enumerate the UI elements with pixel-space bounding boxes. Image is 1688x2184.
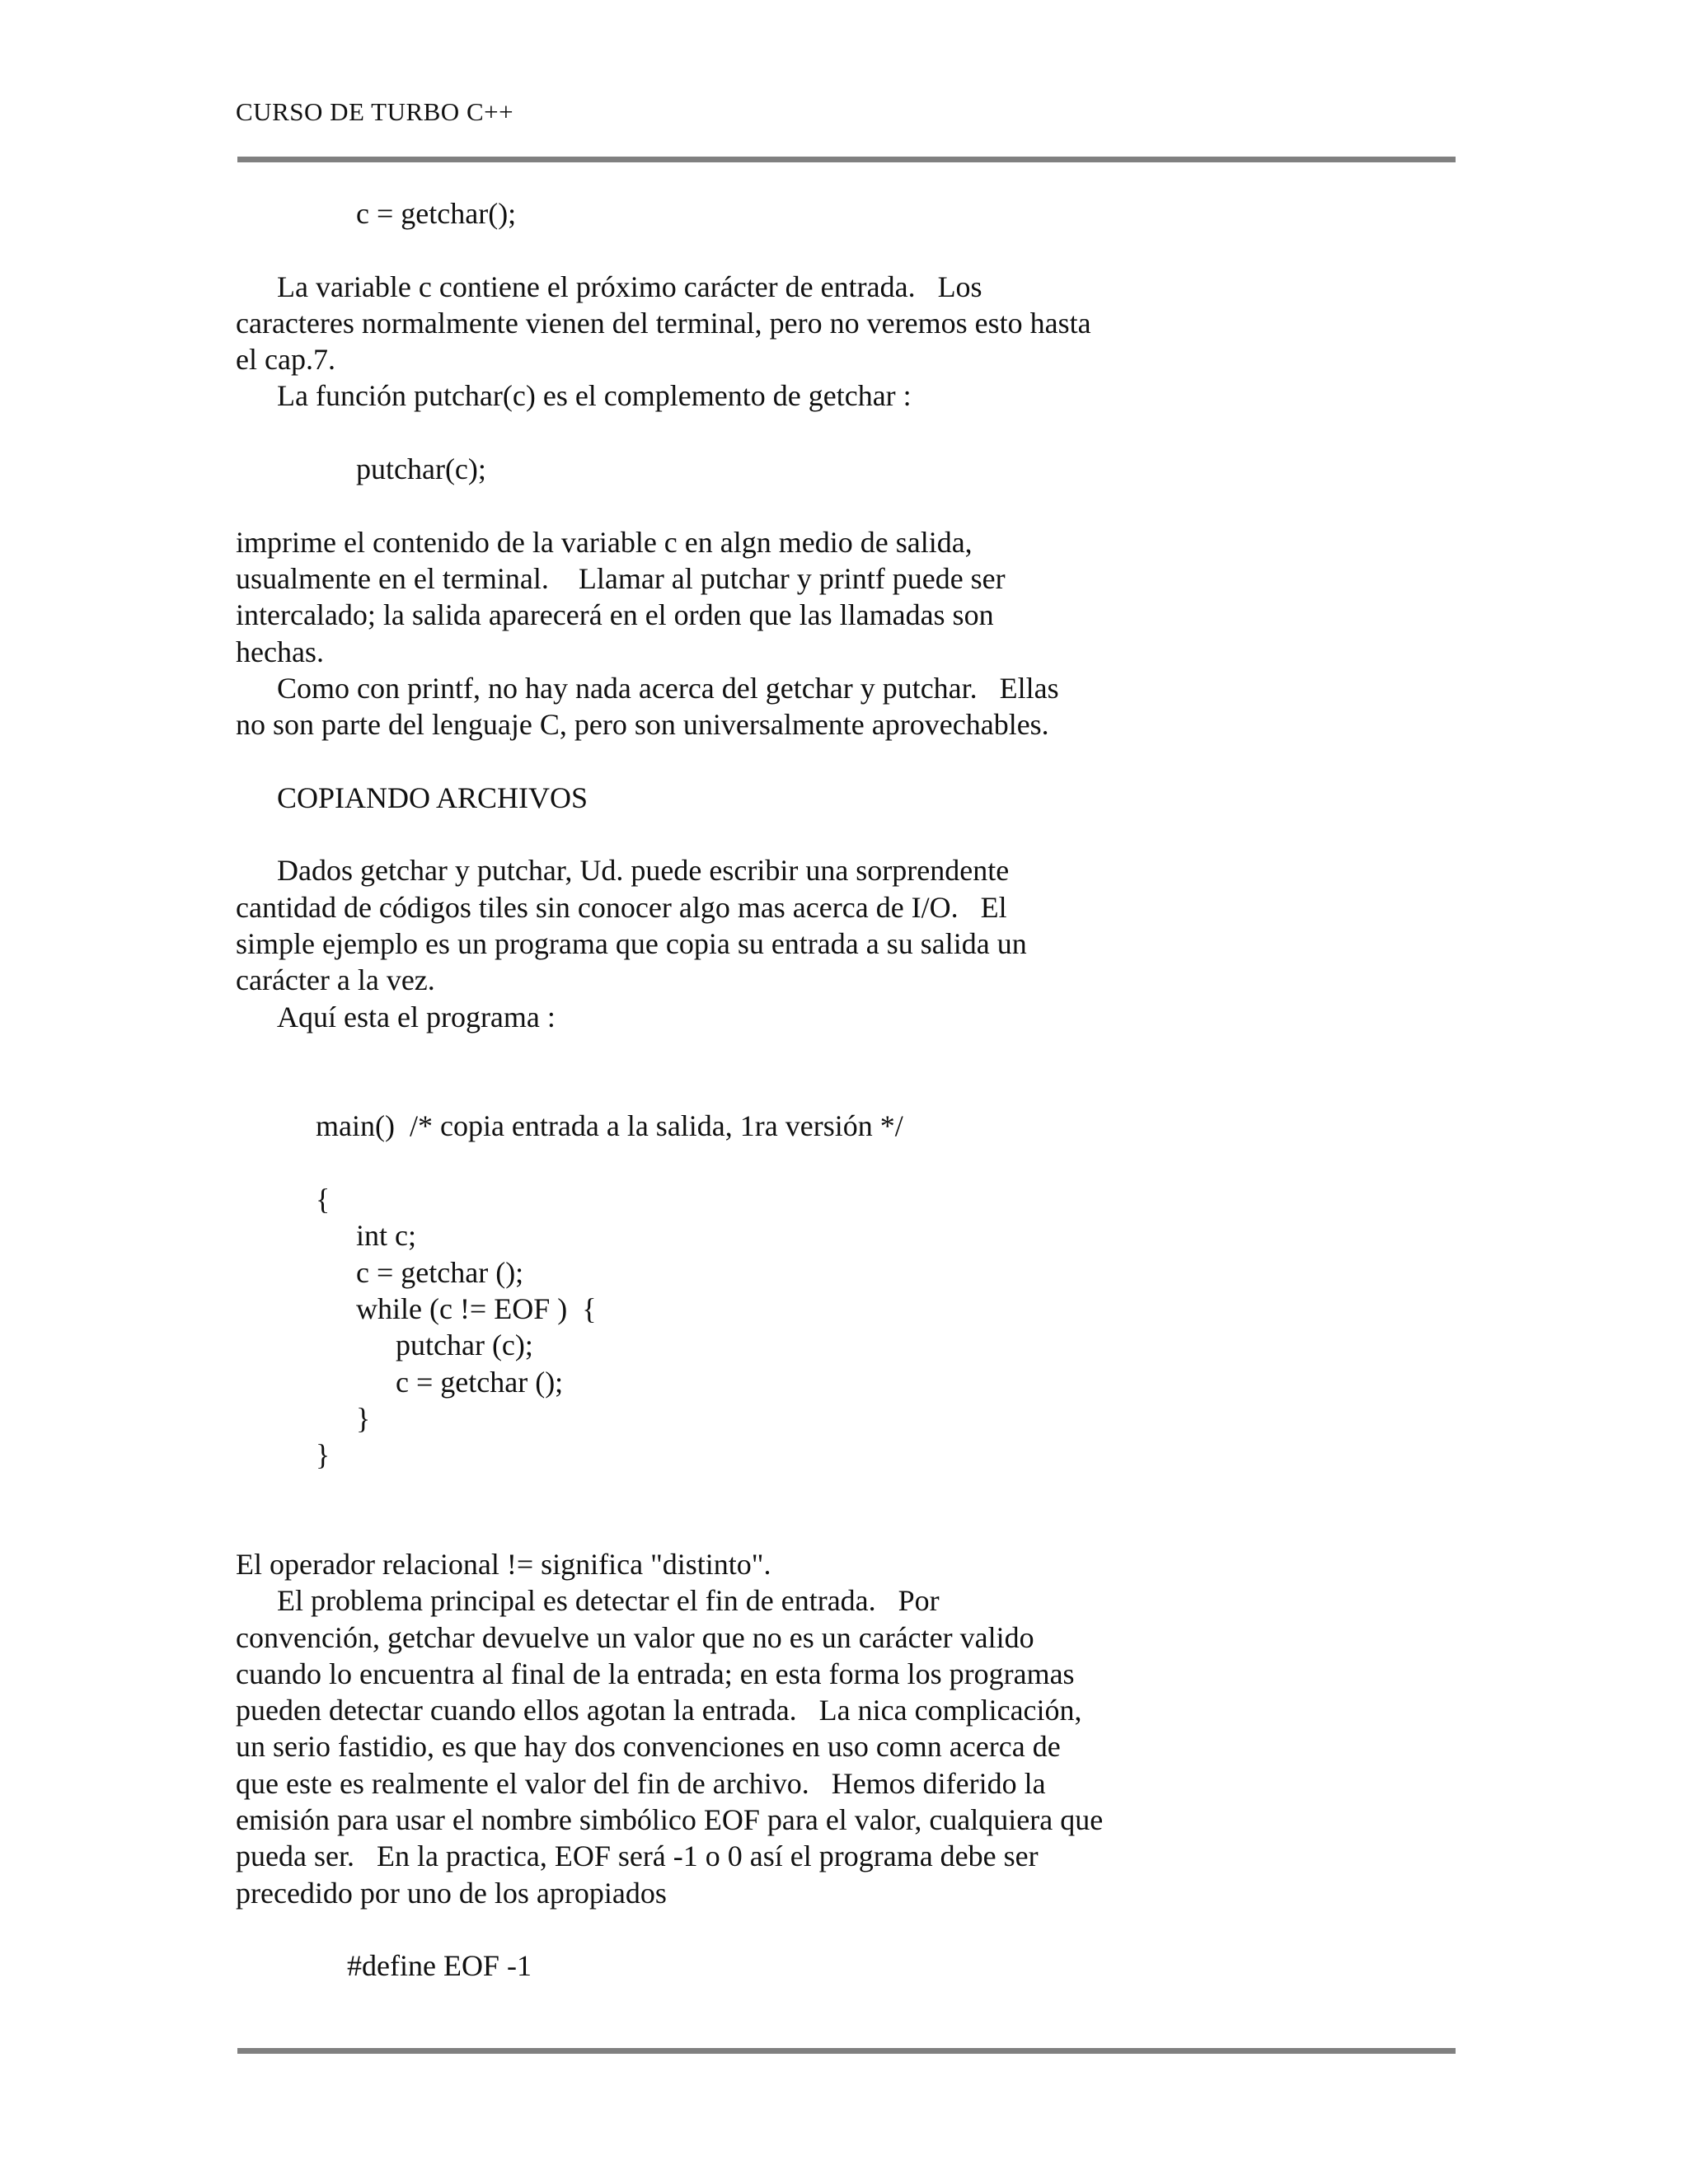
paragraph-line: pueda ser. En la practica, EOF será -1 o 0 así el programa debe ser (236, 1840, 1039, 1873)
paragraph-line: caracteres normalmente vienen del terminal, pero no veremos esto hasta (236, 306, 1091, 340)
code-line: putchar (c); (396, 1329, 533, 1362)
spacer (236, 1473, 1439, 1509)
spacer (236, 1510, 1439, 1546)
paragraph-line: cuando lo encuentra al final de la entrada; en esta forma los programas (236, 1657, 1075, 1690)
paragraph-line: un serio fastidio, es que hay dos convenciones en uso comn acerca de (236, 1730, 1061, 1764)
spacer (236, 743, 1439, 779)
code-line: { (316, 1183, 331, 1216)
paragraph-line: simple ejemplo es un programa que copia su entrada a su salida un (236, 926, 1027, 960)
footer-divider (237, 2048, 1456, 2054)
code-line: while (c != EOF ) { (356, 1291, 597, 1325)
spacer (236, 232, 1439, 268)
paragraph-line: precedido por uno de los apropiados (236, 1876, 667, 1910)
spacer (236, 1071, 1439, 1108)
code-line: c = getchar(); (356, 197, 517, 230)
paragraph-line: Dados getchar y putchar, Ud. puede escribir una sorprendente (277, 854, 1010, 888)
paragraph-line: no son parte del lenguaje C, pero son universalmente aprovechables. (236, 708, 1049, 742)
spacer (236, 415, 1439, 451)
paragraph-line: que este es realmente el valor del fin de archivo. Hemos diferido la (236, 1766, 1046, 1800)
paragraph-line: pueden detectar cuando ellos agotan la entrada. La nica complicación, (236, 1694, 1082, 1727)
paragraph-line: El operador relacional != significa "distinto". (236, 1547, 771, 1581)
page-header-title: CURSO DE TURBO C++ (236, 97, 514, 126)
paragraph-line: Aquí esta el programa : (277, 1000, 556, 1033)
paragraph-line: carácter a la vez. (236, 963, 435, 997)
code-line: #define EOF -1 (347, 1949, 532, 1983)
code-line: main() /* copia entrada a la salida, 1ra versión */ (316, 1109, 903, 1143)
paragraph-line: La función putchar(c) es el complemento de getchar : (277, 379, 912, 413)
spacer (236, 487, 1439, 523)
paragraph-line: imprime el contenido de la variable c en algn medio de salida, (236, 525, 973, 559)
document-body (236, 195, 1439, 1985)
code-line: } (316, 1438, 331, 1472)
code-line: } (356, 1401, 371, 1435)
paragraph-line: Como con printf, no hay nada acerca del getchar y putchar. Ellas (277, 671, 1059, 705)
paragraph-line: el cap.7. (236, 343, 335, 377)
paragraph-line: El problema principal es detectar el fin de entrada. Por (277, 1584, 940, 1618)
paragraph-line: intercalado; la salida aparecerá en el orden que las llamadas son (236, 598, 994, 632)
code-line: int c; (356, 1219, 416, 1253)
paragraph-line: usualmente en el terminal. Llamar al putchar y printf puede ser (236, 561, 1006, 595)
spacer (236, 1145, 1439, 1181)
code-line: putchar(c); (356, 452, 486, 486)
section-heading: COPIANDO ARCHIVOS (277, 780, 588, 814)
paragraph-line: La variable c contiene el próximo carácter de entrada. Los (277, 269, 982, 303)
spacer (236, 816, 1439, 852)
paragraph-line: hechas. (236, 635, 324, 668)
code-line: c = getchar (); (396, 1365, 564, 1399)
code-line: c = getchar (); (356, 1255, 524, 1289)
paragraph-line: emisión para usar el nombre simbólico EOF para el valor, cualquiera que (236, 1803, 1104, 1837)
paragraph-line: convención, getchar devuelve un valor que no es un carácter valido (236, 1620, 1034, 1654)
header-divider (237, 157, 1456, 162)
spacer (236, 1035, 1439, 1071)
paragraph-line: cantidad de códigos tiles sin conocer algo mas acerca de I/O. El (236, 890, 1007, 924)
spacer (236, 1911, 1439, 1947)
